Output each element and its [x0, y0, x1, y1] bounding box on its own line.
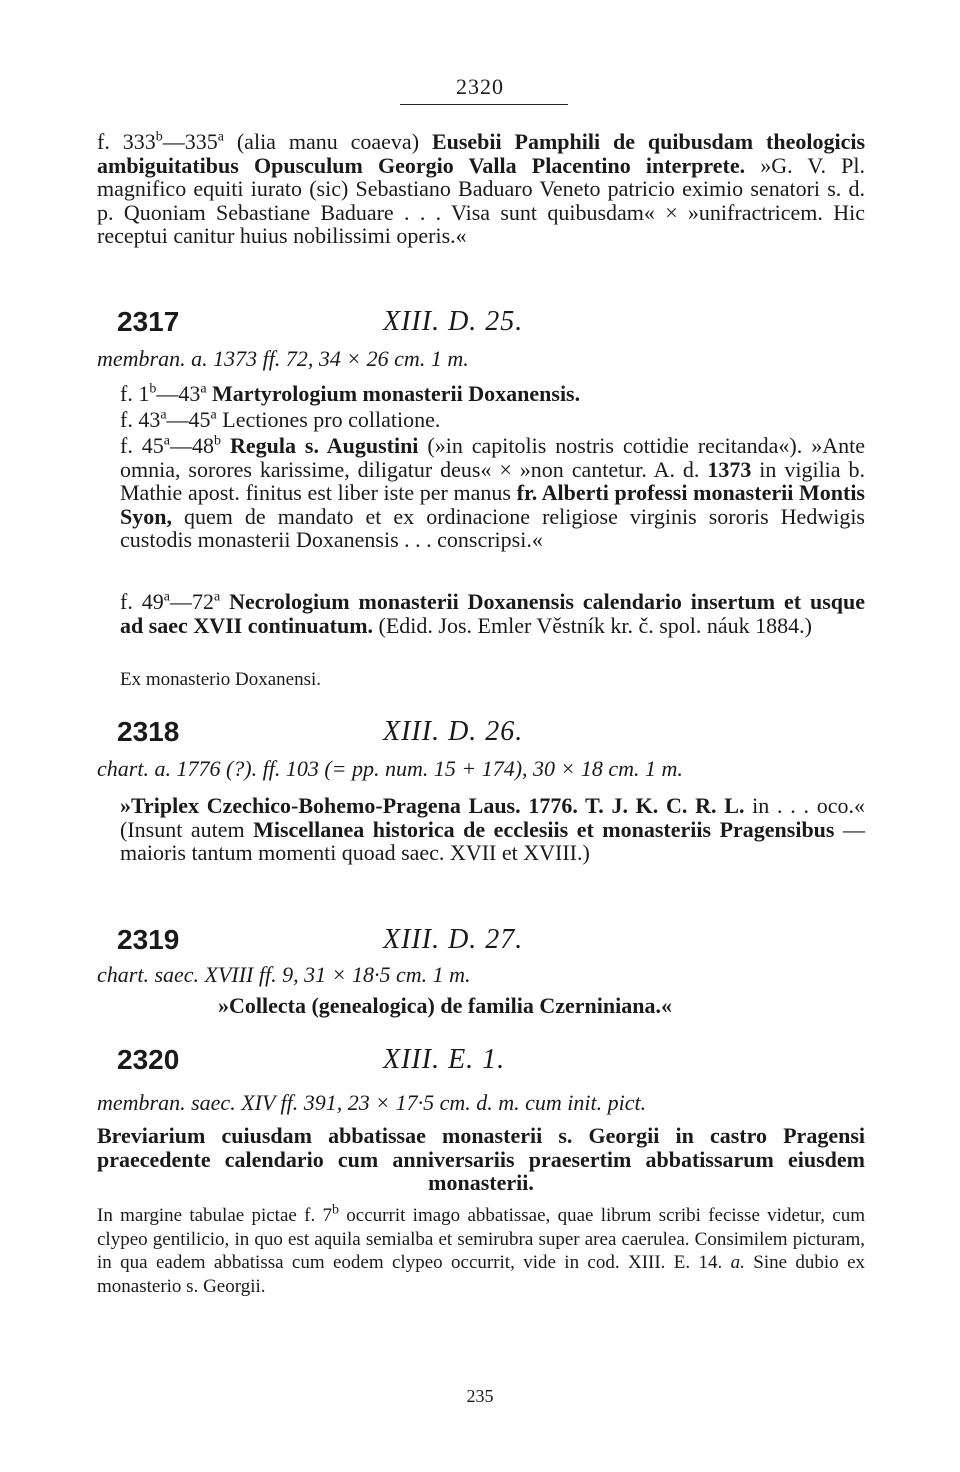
content-item: »Triplex Czechico-Bohemo-Pragena Laus. 1776. T. J. K. C. R. L. in . . . oco.« (Insunt autem Miscellanea historica de ecclesiis et monasteriis Pragensibus — maioris tantum momenti quoad saec. XVII et XVIII.) — [120, 793, 865, 865]
hand-note: (alia manu coaeva) — [223, 129, 432, 154]
shelfmark: XIII. D. 26. — [383, 716, 524, 747]
incipit-text: »G. V. Pl. magnifico equiti iurato (sic) Sebastiano Baduaro Veneto patricio eximio senatori s. d. p. Quoniam Sebastiane Baduare . . . Visa sunt quibusdam« × »unifractricem. Hic receptui canitur huius nobilissimi operis.« — [97, 152, 865, 248]
entry-2317-header — [117, 306, 817, 342]
content-item: f. 45$^a$—48$^b$ Regula s. Augustini (»in capitolis nostris cottidie recitanda«). »Ante omnia, sorores karissime, diligatur deus« × »non cantetur. A. d. 1373 in vigilia b. Mathie apost. finitus est liber iste per manus fr. Alberti professi monasterii Montis Syon, quem de mandato et ex ordinacione religiose virginis sororis Hedwigis custodis monasterii Doxanensis . . . conscripsi.« — [120, 433, 865, 552]
provenance: Ex monasterio Doxanensi. — [120, 669, 322, 690]
shelfmark: XIII. E. 1. — [383, 1044, 506, 1075]
physical-description: membran. a. 1373 ff. 72, 34 × 26 cm. 1 m. — [97, 346, 469, 371]
content-item: f. 1$^b$—43$^a$ Martyrologium monasterii Doxanensis. — [120, 381, 581, 406]
entry-2320-header — [117, 1044, 817, 1080]
shelfmark: XIII. D. 25. — [383, 306, 524, 337]
continued-entry-paragraph — [97, 130, 865, 248]
content-item: f. 49$^a$—72$^a$ Necrologium monasterii Doxanensis calendario insertum et usque ad saec XVII continuatum. (Edid. Jos. Emler Věstník kr. č. spol. náuk 1884.) — [120, 589, 866, 638]
content-item: »Collecta (genealogica) de familia Czerniniana.« — [218, 993, 672, 1018]
folio-range: f. 333$^b$—335$^a$ — [97, 129, 224, 154]
physical-description: membran. saec. XIV ff. 391, 23 × 17·5 cm. d. m. cum init. pict. — [97, 1090, 647, 1115]
running-head: 2320 — [456, 74, 504, 99]
entry-2319-header — [117, 924, 817, 960]
entry-number: 2319 — [117, 924, 180, 955]
physical-description: chart. saec. XVIII ff. 9, 31 × 18·5 cm. 1 m. — [97, 962, 471, 987]
running-head-rule — [400, 104, 568, 105]
descriptive-note: In margine tabulae pictae f. 7$^b$ occurrit imago abbatissae, quae librum scribi fecisse videtur, cum clypeo gentilicio, in quo est aquila semialba et semirubra super area caerulea. Consimilem picturam, in qua eadem abbatissa cum eodem clypeo occurrit, vide in cod. XIII. E. 14. a. Sine dubio ex monasterio s. Georgii. — [97, 1202, 865, 1297]
shelfmark: XIII. D. 27. — [383, 924, 524, 955]
physical-description: chart. a. 1776 (?). ff. 103 (= pp. num. 15 + 174), 30 × 18 cm. 1 m. — [97, 756, 683, 781]
entry-number: 2320 — [117, 1044, 180, 1075]
work-title: Eusebii Pamphili de quibusdam theologicis ambiguitatibus Opusculum Georgio Valla Placentino interprete. — [97, 129, 866, 178]
entry-number: 2317 — [117, 306, 180, 337]
entry-number: 2318 — [117, 716, 180, 747]
page-number: 235 — [466, 1386, 494, 1406]
entry-2318-header — [117, 716, 817, 752]
content-item: f. 43$^a$—45$^a$ Lectiones pro collatione. — [120, 407, 441, 432]
work-title: Breviarium cuiusdam abbatissae monasterii s. Georgii in castro Pragensi praecedente calendario cum anniversariis praesertim abbatissarum eiusdem monasterii. — [97, 1123, 865, 1195]
